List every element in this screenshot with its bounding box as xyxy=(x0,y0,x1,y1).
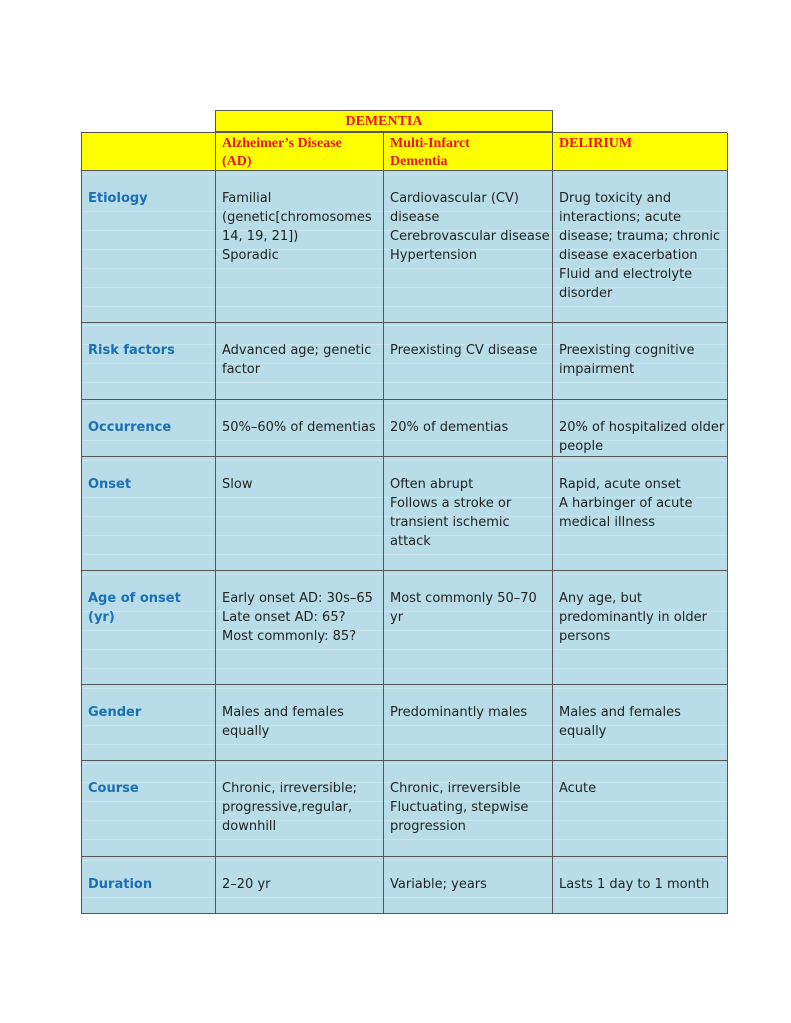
cell-line: Lasts 1 day to 1 month xyxy=(559,877,710,892)
cell-ad xyxy=(216,685,384,761)
cell-line: attack xyxy=(390,534,431,549)
cell-line: factor xyxy=(222,362,261,377)
cell-line: impairment xyxy=(559,362,635,377)
cell-line: 14, 19, 21]) xyxy=(222,229,299,244)
header-ad: Alzheimer’s Disease (AD) xyxy=(216,133,384,171)
cell-line: Preexisting CV disease xyxy=(390,343,538,358)
cell-line: 20% of dementias xyxy=(390,420,509,435)
cell-line: Acute xyxy=(559,781,597,796)
cell-line: Late onset AD: 65? xyxy=(222,610,346,625)
row-label: Age of onset (yr) xyxy=(82,571,216,685)
dementia-group-header: DEMENTIA xyxy=(215,110,553,132)
cell-line: progression xyxy=(390,819,466,834)
cell-line: Fluctuating, stepwise xyxy=(390,800,529,815)
row-label: Course xyxy=(82,761,216,857)
cell-line: disease xyxy=(390,210,440,225)
cell-line: Rapid, acute onset xyxy=(559,477,681,492)
row-label: Duration xyxy=(82,857,216,914)
cell-ad xyxy=(216,857,384,914)
cell-line: Sporadic xyxy=(222,248,279,263)
cell-line: yr xyxy=(390,610,404,625)
cell-line: disease exacerbation xyxy=(559,248,698,263)
cell-del xyxy=(553,857,728,914)
cell-mid xyxy=(384,457,553,571)
cell-line: Predominantly males xyxy=(390,705,528,720)
cell-line: Most commonly 50–70 xyxy=(390,591,537,606)
cell-line: persons xyxy=(559,629,611,644)
cell-line: interactions; acute xyxy=(559,210,682,225)
cell-mid xyxy=(384,685,553,761)
cell-del xyxy=(553,457,728,571)
cell-line: 20% of hospitalized older xyxy=(559,420,725,435)
cell-mid xyxy=(384,571,553,685)
cell-del xyxy=(553,171,728,323)
cell-line: (genetic[chromosomes xyxy=(222,210,372,225)
cell-mid xyxy=(384,761,553,857)
cell-line: disorder xyxy=(559,286,613,301)
cell-line: Males and females xyxy=(559,705,681,720)
cell-line: 50%–60% of dementias xyxy=(222,420,376,435)
cell-line: Hypertension xyxy=(390,248,477,263)
row-label: Onset xyxy=(82,457,216,571)
cell-line: Slow xyxy=(222,477,253,492)
cell-line: progressive,regular, xyxy=(222,800,353,815)
cell-del xyxy=(553,323,728,400)
cell-line: Cerebrovascular disease xyxy=(390,229,550,244)
cell-line: equally xyxy=(559,724,607,739)
cell-line: A harbinger of acute xyxy=(559,496,693,511)
cell-line: Chronic, irreversible xyxy=(390,781,521,796)
cell-line: downhill xyxy=(222,819,277,834)
cell-line: disease; trauma; chronic xyxy=(559,229,721,244)
cell-line: Any age, but xyxy=(559,591,643,606)
cell-ad xyxy=(216,457,384,571)
cell-mid xyxy=(384,323,553,400)
table-grid xyxy=(81,132,727,914)
cell-ad xyxy=(216,571,384,685)
cell-line: Often abrupt xyxy=(390,477,474,492)
cell-del xyxy=(553,685,728,761)
cell-line: Drug toxicity and xyxy=(559,191,672,206)
cell-del xyxy=(553,571,728,685)
row-label: Etiology xyxy=(82,171,216,323)
row-label: Occurrence xyxy=(82,400,216,457)
cell-line: Chronic, irreversible; xyxy=(222,781,358,796)
cell-line: medical illness xyxy=(559,515,656,530)
header-delirium: DELIRIUM xyxy=(553,133,728,171)
cell-mid xyxy=(384,857,553,914)
header-blank xyxy=(82,133,216,171)
cell-line: Males and females xyxy=(222,705,344,720)
cell-ad xyxy=(216,323,384,400)
cell-line: 2–20 yr xyxy=(222,877,271,892)
cell-line: Preexisting cognitive xyxy=(559,343,695,358)
cell-mid xyxy=(384,171,553,323)
cell-line: equally xyxy=(222,724,270,739)
cell-line: Familial xyxy=(222,191,272,206)
cell-mid xyxy=(384,400,553,457)
cell-line: Early onset AD: 30s–65 xyxy=(222,591,373,606)
cell-ad xyxy=(216,171,384,323)
cell-line: Variable; years xyxy=(390,877,487,892)
cell-line: Fluid and electrolyte xyxy=(559,267,693,282)
cell-line: Most commonly: 85? xyxy=(222,629,357,644)
cell-line: Cardiovascular (CV) xyxy=(390,191,519,206)
cell-ad xyxy=(216,761,384,857)
row-label: Risk factors xyxy=(82,323,216,400)
header-mid: Multi-Infarct Dementia xyxy=(384,133,553,171)
cell-ad xyxy=(216,400,384,457)
row-label: Gender xyxy=(82,685,216,761)
cell-del xyxy=(553,761,728,857)
cell-del xyxy=(553,400,728,457)
cell-line: people xyxy=(559,439,604,454)
cell-line: Follows a stroke or xyxy=(390,496,512,511)
cell-line: transient ischemic xyxy=(390,515,510,530)
cell-line: Advanced age; genetic xyxy=(222,343,372,358)
cell-line: predominantly in older xyxy=(559,610,707,625)
